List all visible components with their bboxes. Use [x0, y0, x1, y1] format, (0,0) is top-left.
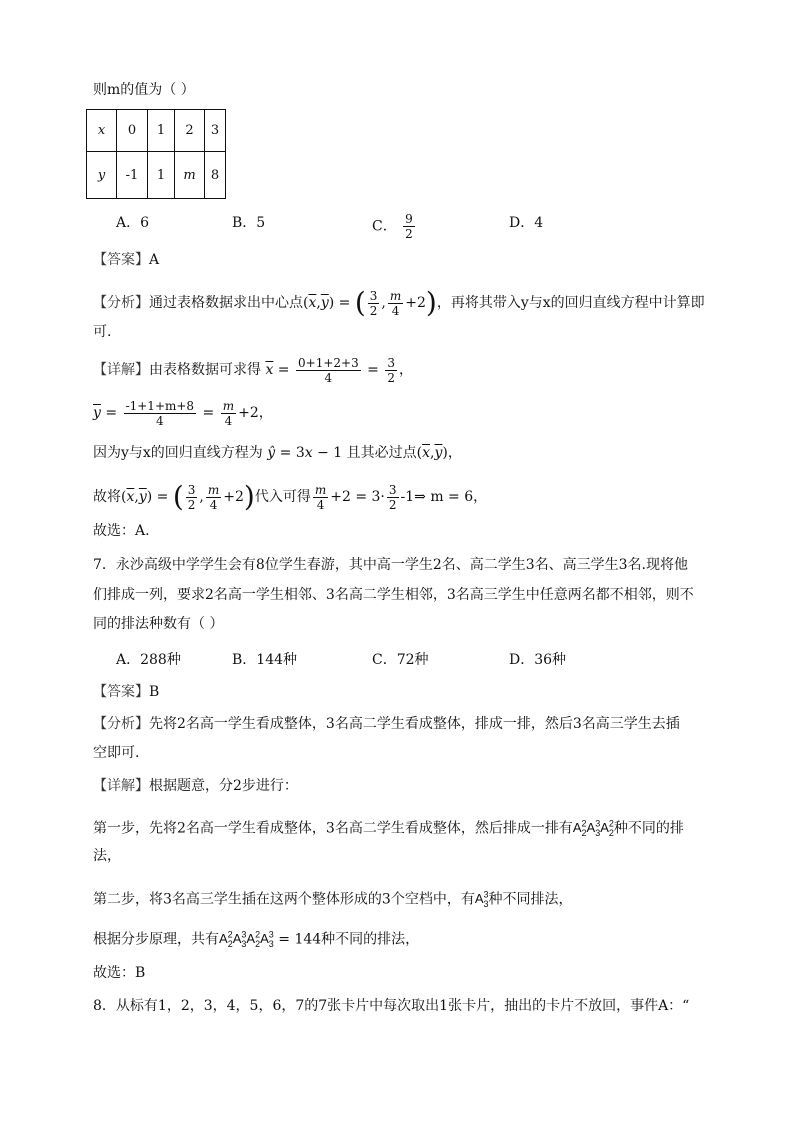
- q6-conclusion: 故选：A.: [93, 523, 150, 539]
- q6-stem: 则m的值为（ ）: [93, 82, 195, 98]
- option-c-label: C．: [372, 218, 397, 235]
- table-cell: 1: [148, 152, 175, 199]
- q6-analysis-cont: 可.: [93, 324, 112, 340]
- analysis-text: ，再将其带入y与x的回归直线方程中计算即: [436, 295, 705, 311]
- q6-analysis: [93, 286, 705, 320]
- q7-conclusion: 故选：B: [93, 965, 146, 981]
- q7-total: 根据分步原理，共有$A^2_2A^3_3A^2_2A^3_3 = 144$种不同的排法，: [93, 930, 420, 949]
- table-row: [87, 152, 226, 199]
- option-c-fraction: $\frac{9}{2}$: [405, 212, 413, 241]
- table-cell: x: [87, 110, 117, 152]
- analysis-text: 通过表格数据求出中心点: [149, 295, 303, 311]
- q7-option-d: D．36种: [509, 652, 567, 668]
- q7-step1: 第一步，先将2名高一学生看成整体，3名高二学生看成整体，然后排成一排有$A^2_2A^3_3A^2_2$种不同的排: [93, 819, 684, 838]
- q7-option-a: A．288种: [116, 652, 181, 668]
- q7-step2: 第二步，将3名高三学生插在这两个整体形成的3个空档中，有$A^3_3$种不同排法，: [93, 890, 573, 909]
- q7-stem-line1: 7．永沙高级中学学生会有8位学生春游，其中高一学生2名、高二学生3名、高三学生3名.现将他: [93, 557, 688, 573]
- q7-option-b: B．144种: [232, 652, 298, 668]
- q7-analysis-cont: 空即可.: [93, 745, 140, 761]
- q6-detail-line4: 故将$(\overline{x},\overline{y})$ = ( $\frac{3}{2}$ , $\frac{m}{4}$ +2)代入可得 $\frac{m}{4}$ +2 = 3· $\frac{3}{2}$ -1⇒ m = 6，: [93, 480, 488, 513]
- q7-option-c: C．72种: [372, 652, 429, 668]
- q6-option-b: B．5: [232, 215, 266, 231]
- q7-analysis: 【分析】先将2名高一学生看成整体，3名高二学生看成整体，排成一排，然后3名高三学生去插: [93, 716, 680, 732]
- table-cell: 8: [205, 152, 226, 199]
- q7-stem-line3: 同的排法种数有（ ）: [93, 616, 224, 632]
- analysis-tag: 【分析】: [93, 716, 149, 732]
- table-cell: 1: [148, 110, 175, 152]
- answer-value: A: [149, 252, 160, 268]
- table-cell: 3: [205, 110, 226, 152]
- detail-tag: 【详解】: [93, 362, 149, 378]
- detail-tag: 【详解】: [93, 778, 149, 794]
- q7-stem-line2: 们排成一列，要求2名高一学生相邻、3名高二学生相邻，3名高三学生中任意两名都不相邻，则不: [93, 587, 694, 603]
- q6-option-a: A．6: [116, 215, 150, 231]
- table-cell: y: [87, 152, 117, 199]
- q8-stem-line1: 8．从标有1，2，3，4，5，6，7的7张卡片中每次取出1张卡片，抽出的卡片不放回，事件A：“: [93, 998, 690, 1014]
- q7-step1-cont: 法，: [93, 848, 121, 864]
- table-cell: m: [175, 152, 205, 199]
- q6-answer: [93, 250, 159, 270]
- q6-detail-line3: 因为y与x的回归直线方程为 ŷ = 3x − 1 且其必过点$(\overline{x},\overline{y})$，: [93, 445, 462, 461]
- q6-option-d: D．4: [509, 215, 544, 231]
- q6-data-table: [86, 109, 226, 199]
- q6-detail-line2: $\overline{y}$ = $\frac{-1+1+m+8}{4}$ = $\frac{m}{4}$ +2，: [93, 398, 273, 428]
- analysis-tag: 【分析】: [93, 295, 149, 311]
- center-point-expr: $(\overline{x},\overline{y})$ = ( $\frac{3}{2}$ , $\frac{m}{4}$ +2): [303, 286, 437, 319]
- q6-option-c: [372, 212, 417, 241]
- answer-tag: 【答案】: [93, 684, 149, 700]
- table-cell: 0: [117, 110, 148, 152]
- answer-value: B: [149, 684, 160, 700]
- table-row: [87, 110, 226, 152]
- q6-detail-line1: 【详解】由表格数据可求得 $\overline{x}$ = $\frac{0+1+2+3}{4}$ = $\frac{3}{2}$ ，: [93, 355, 413, 385]
- q7-answer: [93, 682, 159, 702]
- table-cell: -1: [117, 152, 148, 199]
- table-cell: 2: [175, 110, 205, 152]
- answer-tag: 【答案】: [93, 252, 149, 268]
- q7-detail-line1: 【详解】根据题意，分2步进行：: [93, 778, 298, 794]
